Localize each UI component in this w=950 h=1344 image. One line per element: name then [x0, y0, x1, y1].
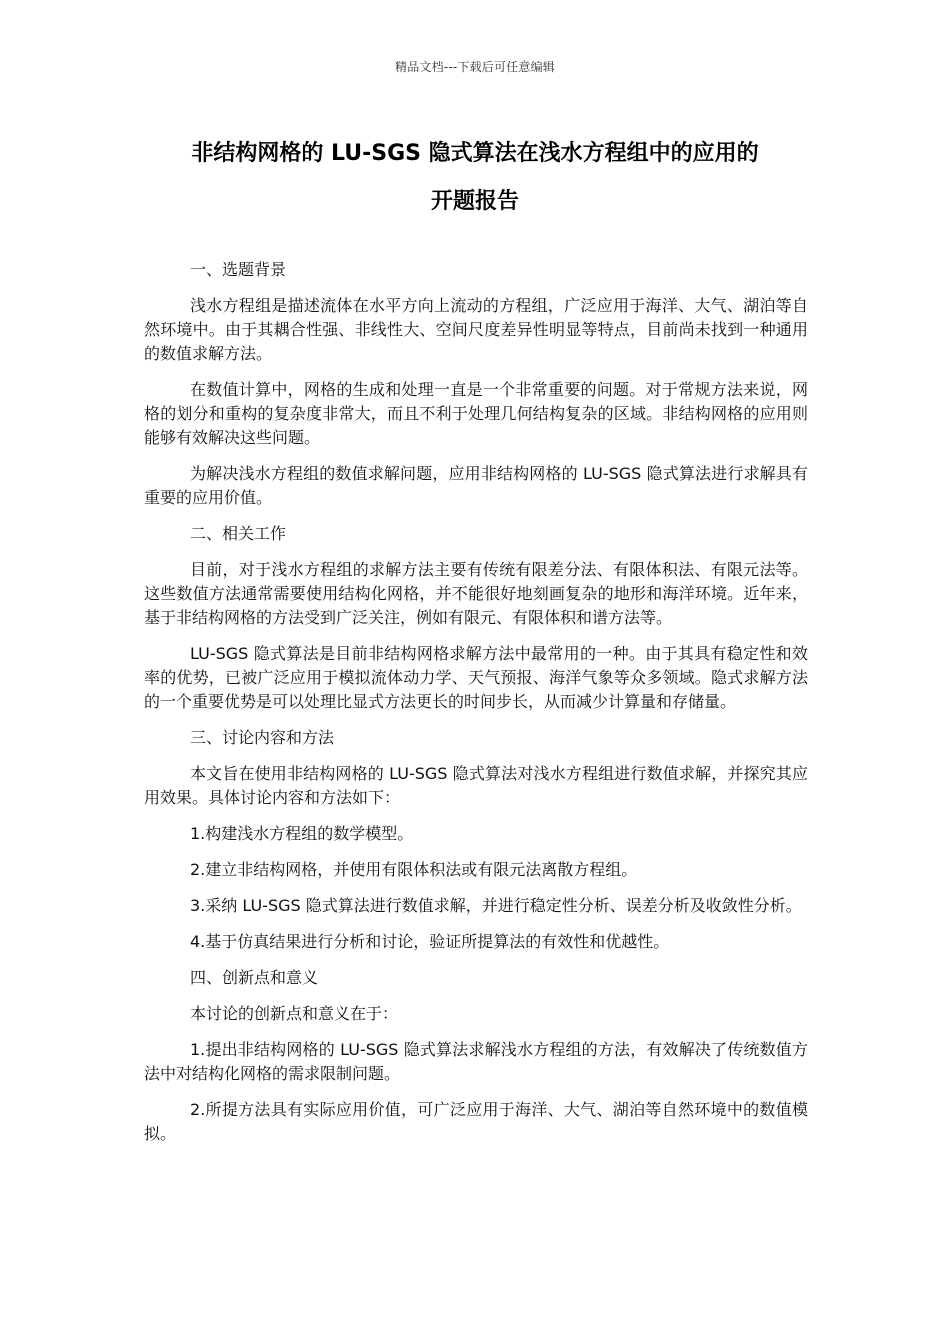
document-body: [144, 258, 808, 1158]
paragraph: 为解决浅水方程组的数值求解问题，应用非结构网格的 LU-SGS 隐式算法进行求解具有重要的应用价值。: [144, 464, 808, 507]
list-item: 3.采纳 LU-SGS 隐式算法进行数值求解，并进行稳定性分析、误差分析及收敛性分析。: [190, 896, 802, 915]
list-item: 1.提出非结构网格的 LU-SGS 隐式算法求解浅水方程组的方法，有效解决了传统数值方法中对结构化网格的需求限制问题。: [144, 1040, 808, 1083]
title-line-2: 开题报告: [430, 189, 519, 214]
section-heading-methods: 三、讨论内容和方法: [190, 728, 335, 747]
paragraph: 本文旨在使用非结构网格的 LU-SGS 隐式算法对浅水方程组进行数值求解，并探究其应用效果。具体讨论内容和方法如下：: [144, 764, 808, 807]
list-item: 4.基于仿真结果进行分析和讨论，验证所提算法的有效性和优越性。: [190, 932, 670, 951]
list-item: 2.所提方法具有实际应用价值，可广泛应用于海洋、大气、湖泊等自然环境中的数值模拟。: [144, 1100, 808, 1143]
title-line-1: 非结构网格的 LU-SGS 隐式算法在浅水方程组中的应用的: [191, 141, 759, 166]
section-heading-related-work: 二、相关工作: [190, 524, 287, 543]
paragraph: LU-SGS 隐式算法是目前非结构网格求解方法中最常用的一种。由于其具有稳定性和效率的优势，已被广泛应用于模拟流体动力学、天气预报、海洋气象等众多领域。隐式求解方法的一个重要优势是可以处理比显式方法更长的时间步长，从而减少计算量和存储量。: [144, 644, 808, 711]
paragraph: 目前，对于浅水方程组的求解方法主要有传统有限差分法、有限体积法、有限元法等。这些数值方法通常需要使用结构化网格，并不能很好地刻画复杂的地形和海洋环境。近年来，基于非结构网格的方法受到广泛关注，例如有限元、有限体积和谱方法等。: [144, 560, 808, 627]
section-heading-innovation: 四、创新点和意义: [190, 968, 319, 987]
paragraph: 在数值计算中，网格的生成和处理一直是一个非常重要的问题。对于常规方法来说，网格的划分和重构的复杂度非常大，而且不利于处理几何结构复杂的区域。非结构网格的应用则能够有效解决这些问题。: [144, 380, 808, 447]
document-title: [120, 130, 830, 226]
list-item: 2.建立非结构网格，并使用有限体积法或有限元法离散方程组。: [190, 860, 638, 879]
list-item: 1.构建浅水方程组的数学模型。: [190, 824, 414, 843]
paragraph: 本讨论的创新点和意义在于：: [190, 1004, 399, 1023]
paragraph: 浅水方程组是描述流体在水平方向上流动的方程组，广泛应用于海洋、大气、湖泊等自然环境中。由于其耦合性强、非线性大、空间尺度差异性明显等特点，目前尚未找到一种通用的数值求解方法。: [144, 296, 808, 363]
header-note: 精品文档---下载后可任意编辑: [395, 60, 555, 74]
section-heading-background: 一、选题背景: [190, 260, 287, 279]
